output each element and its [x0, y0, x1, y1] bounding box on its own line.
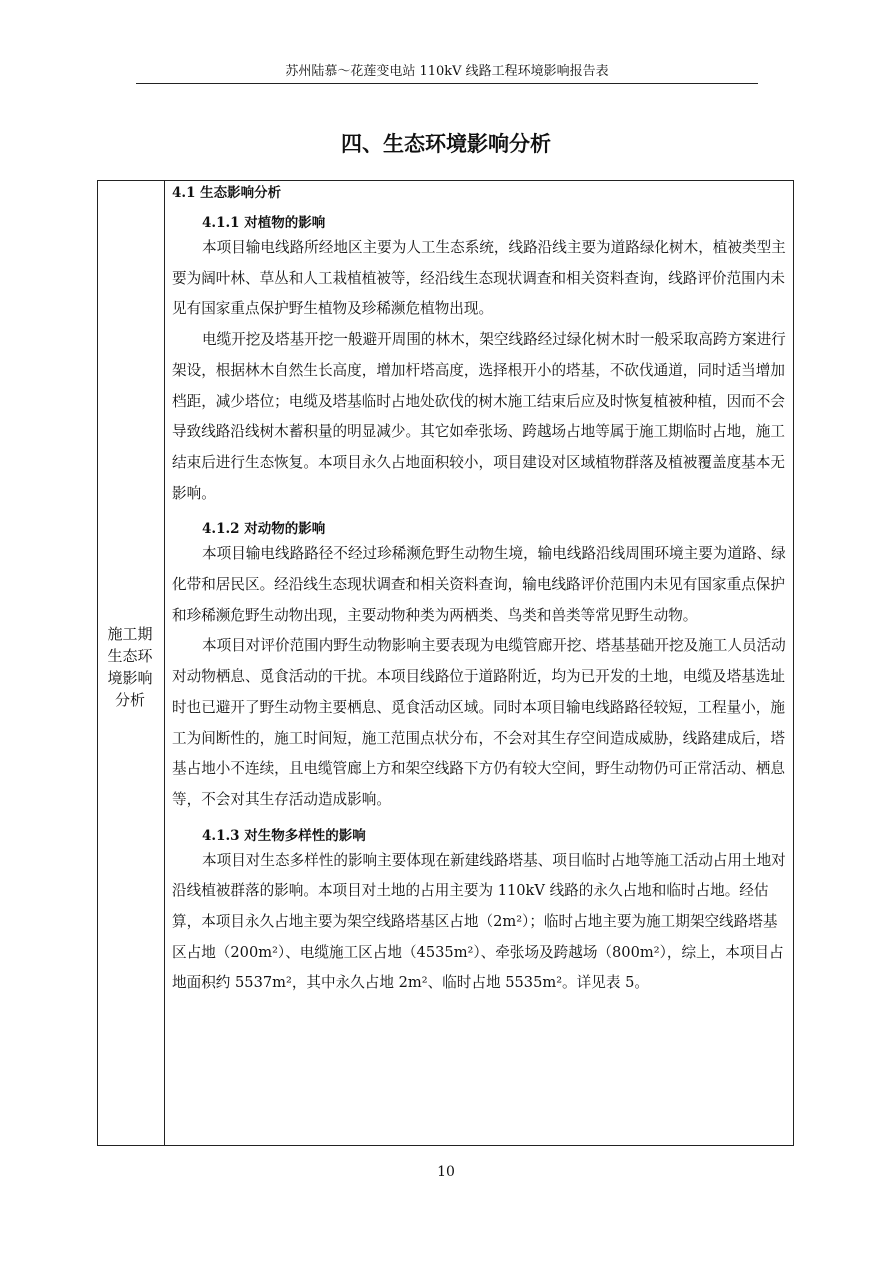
table-content	[172, 181, 788, 999]
subsection-heading-biodiversity: 4.1.3 对生物多样性的影响	[202, 827, 366, 844]
paragraph: 电缆开挖及塔基开挖一般避开周围的林木，架空线路经过绿化树木时一般采取高跨方案进行架设，根据林木自然生长高度，增加杆塔高度，选择根开小的塔基，不砍伐通道，同时适当增加档距，减少塔位；电缆及塔基临时占地处砍伐的树木施工结束后应及时恢复植被种植，因而不会导致线路沿线树木蓄积量的明显减少。其它如牵张场、跨越场占地等属于施工期临时占地，施工结束后进行生态恢复。本项目永久占地面积较小，项目建设对区域植物群落及植被覆盖度基本无影响。	[172, 331, 786, 502]
row-label: 施工期生态环境影响分析	[107, 625, 153, 709]
analysis-table	[97, 180, 794, 1146]
subsection-heading-plants: 4.1.1 对植物的影响	[202, 215, 326, 231]
paragraph: 本项目输电线路路径不经过珍稀濒危野生动物生境，输电线路沿线周围环境主要为道路、绿化带和居民区。经沿线生态现状调查和相关资料查询，输电线路评价范围内未见有国家重点保护和珍稀濒危野生动物出现，主要动物种类为两栖类、鸟类和兽类等常见野生动物。	[172, 545, 786, 624]
header-rule	[136, 83, 758, 84]
running-header: 苏州陆慕～花莲变电站 110kV 线路工程环境影响报告表	[285, 64, 609, 79]
paragraph: 本项目对生态多样性的影响主要体现在新建线路塔基、项目临时占地等施工活动占用土地对沿线植被群落的影响。本项目对土地的占用主要为 110kV 线路的永久占地和临时占地。经估算，本项目永久占地主要为架空线路塔基区占地（2m²）；临时占地主要为施工期架空线路塔基区占地（200m²）、电缆施工区占地（4535m²）、牵张场及跨越场（800m²），综上，本项目占地面积约 5537m²，其中永久占地 2m²、临时占地 5535m²。详见表 5。	[172, 851, 786, 992]
section-heading: 4.1 生态影响分析	[172, 185, 282, 201]
paragraph: 本项目对评价范围内野生动物影响主要表现为电缆管廊开挖、塔基基础开挖及施工人员活动对动物栖息、觅食活动的干扰。本项目线路位于道路附近，均为已开发的土地，电缆及塔基选址时也已避开了野生动物主要栖息、觅食活动区域。同时本项目输电线路路径较短，工程量小，施工为间断性的，施工时间短，施工范围点状分布，不会对其生存空间造成威胁，线路建成后，塔基占地小不连续，且电缆管廊上方和架空线路下方仍有较大空间，野生动物仍可正常活动、栖息等，不会对其生存活动造成影响。	[172, 637, 786, 808]
table-left-column	[98, 181, 165, 1145]
subsection-heading-animals: 4.1.2 对动物的影响	[202, 521, 326, 538]
page-number: 10	[437, 1164, 455, 1180]
paragraph: 本项目输电线路所经地区主要为人工生态系统，线路沿线主要为道路绿化树木，植被类型主要为阔叶林、草丛和人工栽植植被等，经沿线生态现状调查和相关资料查询，线路评价范围内未见有国家重点保护野生植物及珍稀濒危植物出现。	[172, 239, 786, 318]
page-title: 四、生态环境影响分析	[341, 132, 551, 156]
